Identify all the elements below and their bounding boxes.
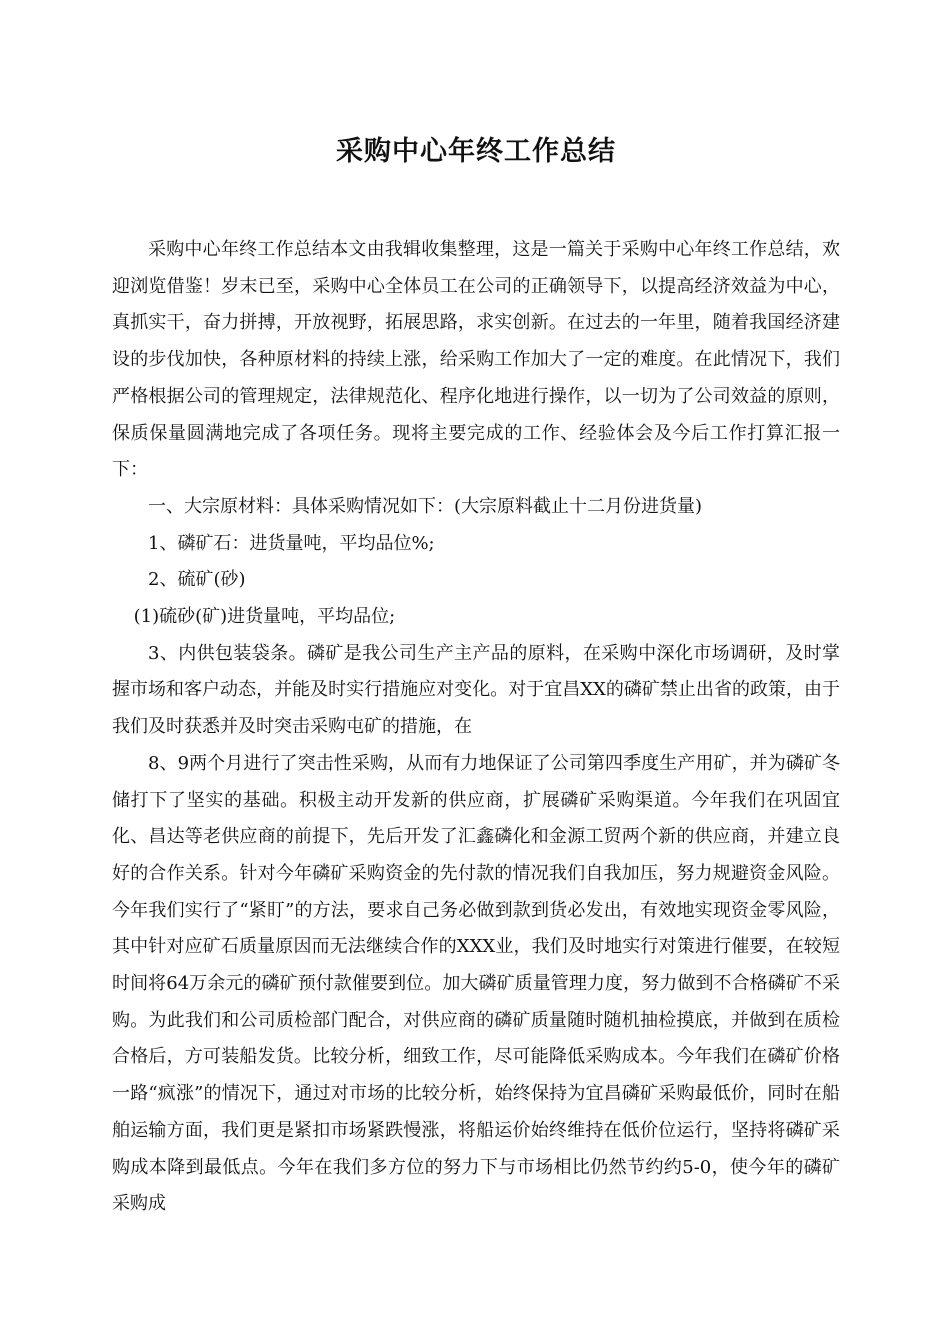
- document-title: 采购中心年终工作总结: [336, 136, 616, 167]
- paragraph-packaging: 3、内供包装袋条。磷矿是我公司生产主产品的原料，在采购中深化市场调研，及时掌握市场和客户动态，并能及时实行措施应对变化。对于宜昌XX的磷矿禁止出省的政策，由于我们及时获悉并及时突击采购屯矿的措施，在: [112, 642, 840, 738]
- document-body: [112, 232, 840, 1223]
- paragraph-intro: 采购中心年终工作总结本文由我辑收集整理，这是一篇关于采购中心年终工作总结，欢迎浏览借鉴！岁末已至，采购中心全体员工在公司的正确领导下，以提高经济效益为中心，真抓实干，奋力拼搏，开放视野，拓展思路，求实创新。在过去的一年里，随着我国经济建设的步伐加快，各种原材料的持续上涨，给采购工作加大了一定的难度。在此情况下，我们严格根据公司的管理规定，法律规范化、程序化地进行操作，以一切为了公司效益的原则，保质保量圆满地完成了各项任务。现将主要完成的工作、经验体会及今后工作打算汇报一下：: [112, 239, 840, 481]
- paragraph-sulfur-sand: (1)硫砂(矿)进货量吨，平均品位;: [133, 606, 396, 628]
- paragraph-phosphate-rock: 1、磷矿石：进货量吨，平均品位%;: [148, 532, 435, 554]
- paragraph-sulfur-ore: 2、硫矿(砂): [148, 569, 246, 591]
- paragraph-procurement-details: 8、9两个月进行了突击性采购，从而有力地保证了公司第四季度生产用矿，并为磷矿冬储打下了坚实的基础。积极主动开发新的供应商，扩展磷矿采购渠道。今年我们在巩固宜化、昌达等老供应商的前提下，先后开发了汇鑫磷化和金源工贸两个新的供应商，并建立良好的合作关系。针对今年磷矿采购资金的先付款的情况我们自我加压，努力规避资金风险。今年我们实行了“紧盯”的方法，要求自己务必做到款到货必发出，有效地实现资金零风险，其中针对应矿石质量原因而无法继续合作的XXX业，我们及时地实行对策进行催要，在较短时间将64万余元的磷矿预付款催要到位。加大磷矿质量管理力度，努力做到不合格磷矿不采购。为此我们和公司质检部门配合，对供应商的磷矿质量随时随机抽检摸底，并做到在质检合格后，方可装船发货。比较分析，细致工作，尽可能降低采购成本。今年我们在磷矿价格一路“疯涨”的情况下，通过对市场的比较分析，始终保持为宜昌磷矿采购最低价，同时在船舶运输方面，我们更是紧扣市场紧跌慢涨，将船运价始终维持在低价位运行，坚持将磷矿采购成本降到最低点。今年在我们多方位的努力下与市场相比仍然节约约5-0，使今年的磷矿采购成: [112, 752, 840, 1215]
- paragraph-bulk-materials: 一、大宗原材料：具体采购情况如下：(大宗原料截止十二月份进货量): [148, 495, 703, 517]
